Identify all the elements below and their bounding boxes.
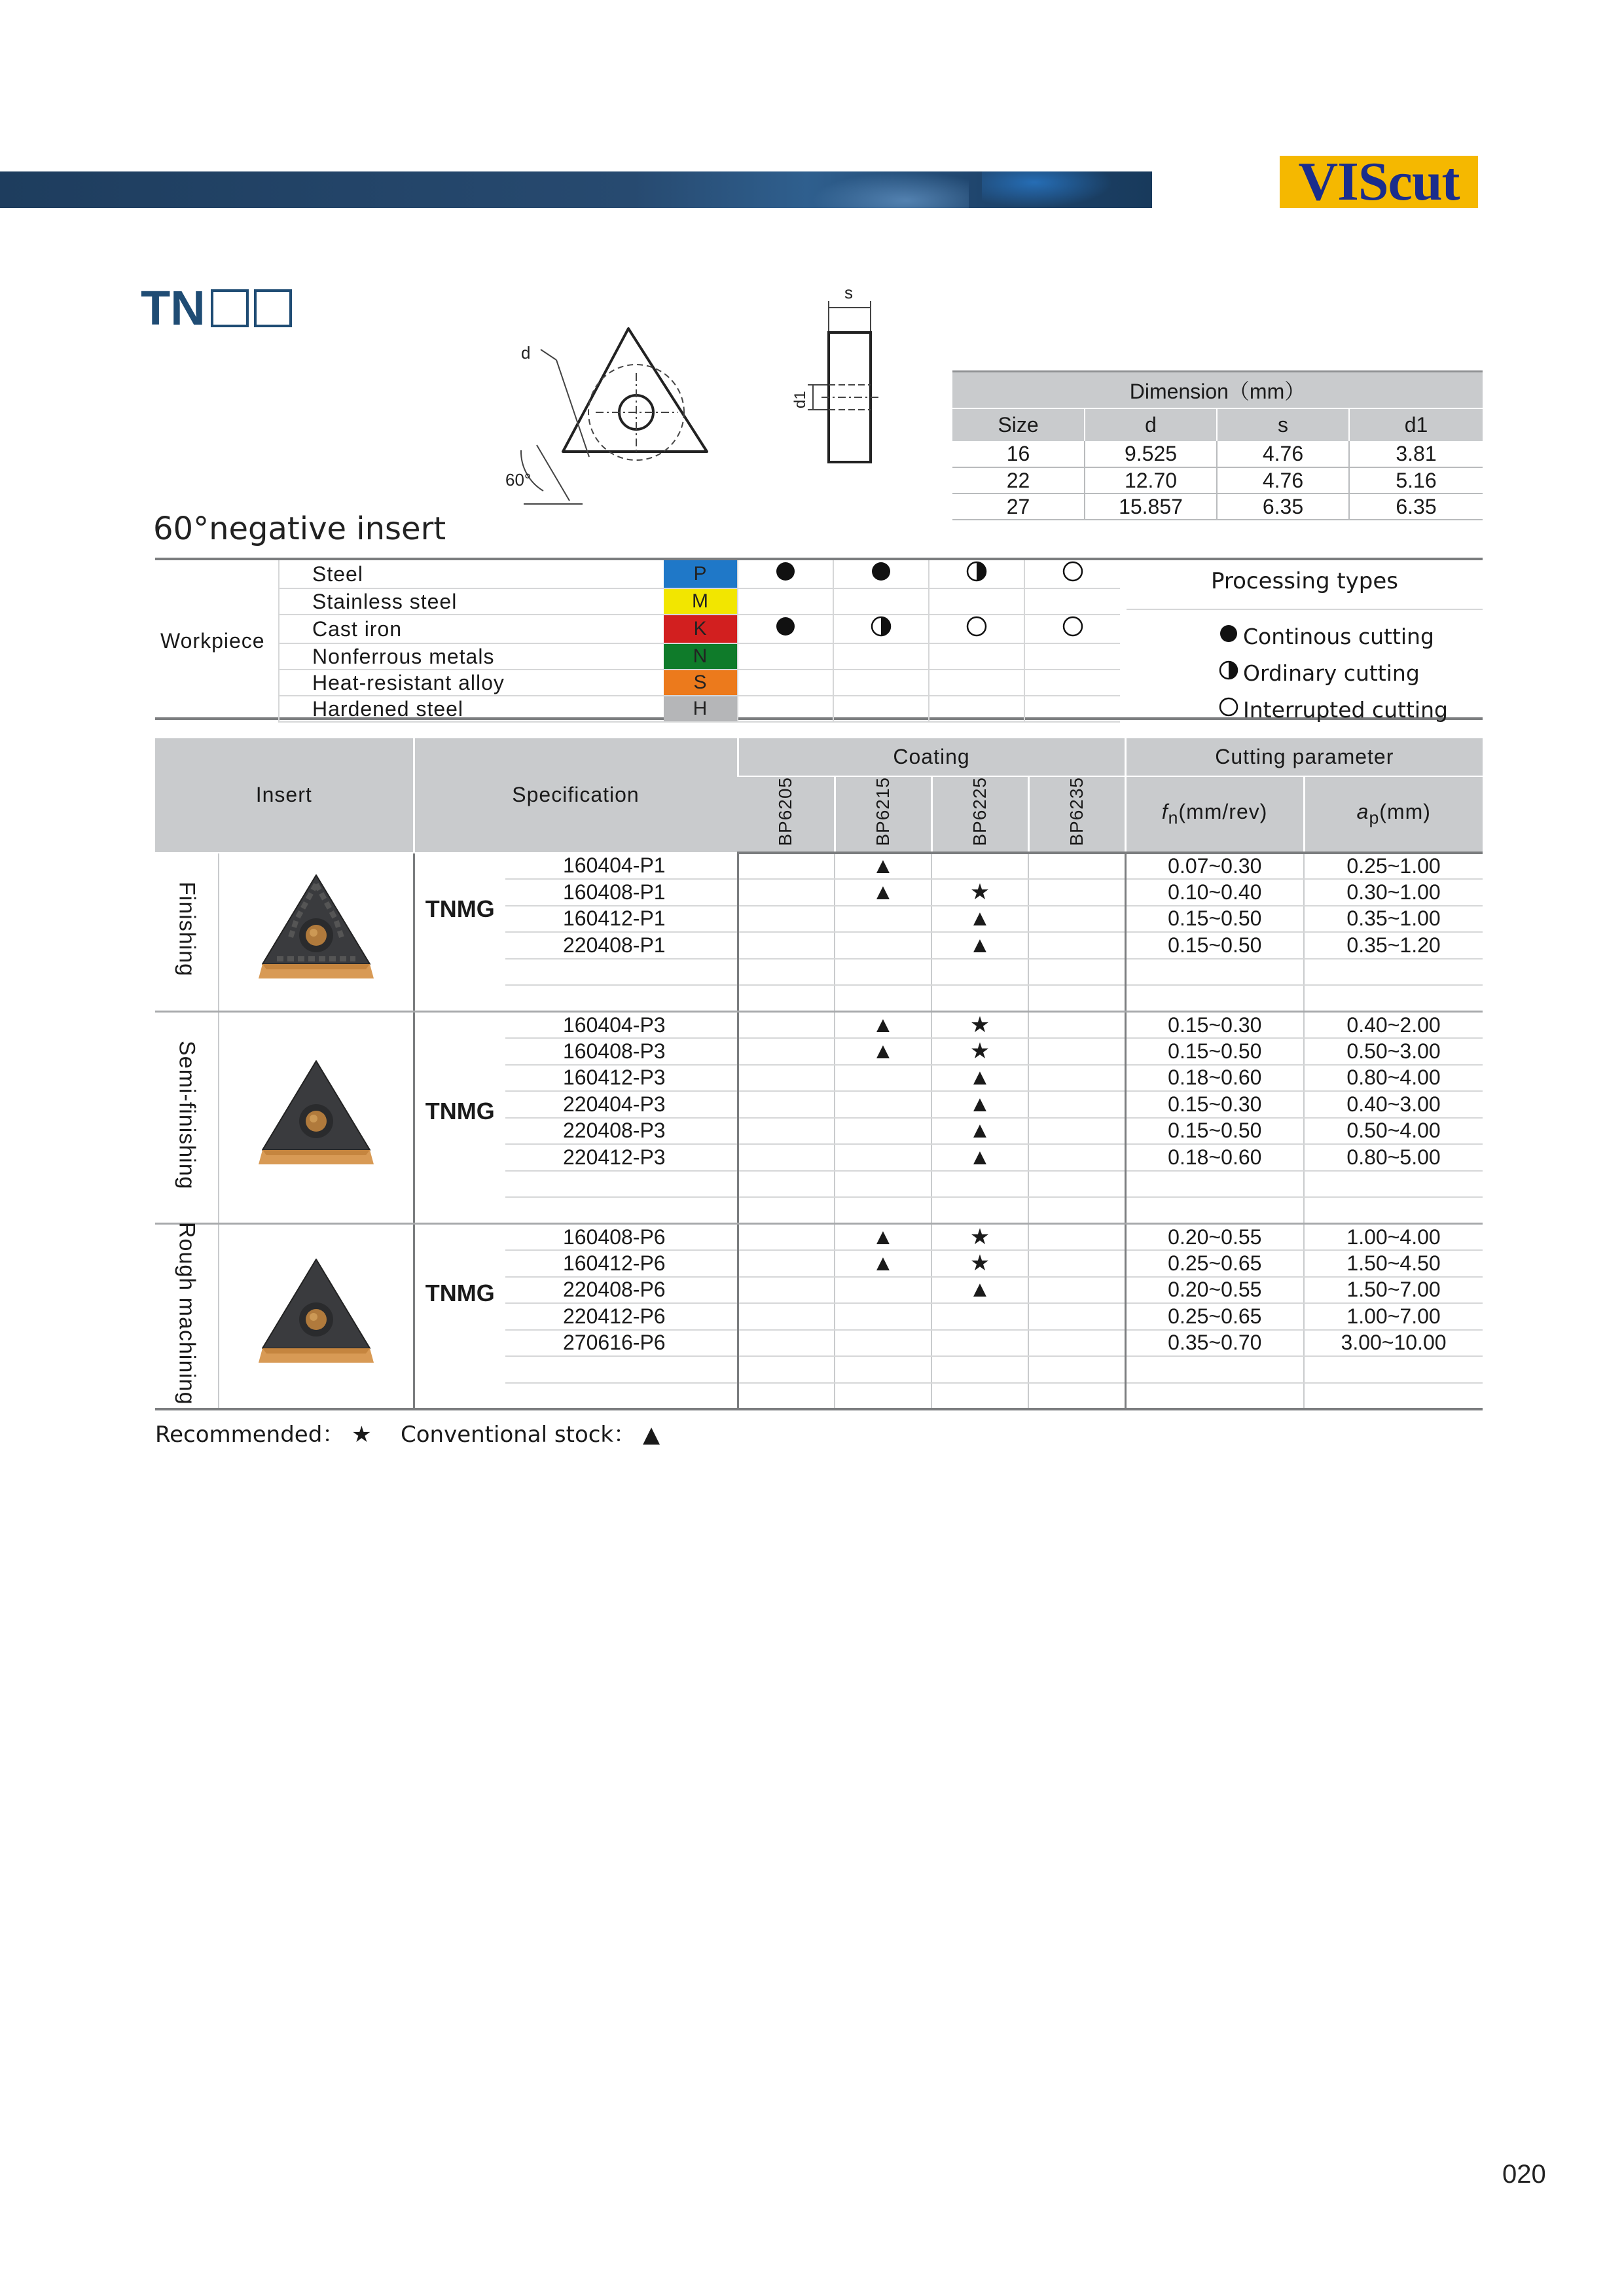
processing-type-label: Ordinary cutting (1243, 660, 1420, 686)
header-swoosh (812, 171, 969, 208)
empty-cell (738, 643, 833, 670)
empty-cell (835, 1383, 931, 1410)
depth-range (1304, 985, 1483, 1012)
processing-type-item (1218, 623, 1434, 649)
empty-cell (738, 853, 835, 880)
header-specification: Specification (414, 738, 738, 853)
empty-cell (833, 670, 929, 696)
empty-cell (835, 1356, 931, 1383)
header-swoosh (982, 171, 1113, 208)
empty-cell (738, 1383, 835, 1410)
depth-range: 0.25~1.00 (1304, 853, 1483, 880)
empty-cell (835, 1091, 931, 1118)
iso-code-badge: M (664, 588, 738, 615)
empty-cell (835, 1197, 931, 1224)
empty-cell (1028, 1277, 1125, 1304)
feed-range (1125, 1356, 1304, 1383)
empty-cell (835, 1330, 931, 1357)
depth-range: 1.00~7.00 (1304, 1303, 1483, 1330)
workpiece-row (155, 696, 1120, 722)
triangle-icon: ▲ (931, 1118, 1028, 1145)
triangle-icon: ▲ (931, 1091, 1028, 1118)
depth-range: 0.40~3.00 (1304, 1091, 1483, 1118)
empty-cell (931, 1303, 1028, 1330)
section-label: Finishing (155, 853, 219, 1012)
iso-code-badge: K (664, 615, 738, 643)
feed-range: 0.25~0.65 (1125, 1250, 1304, 1277)
star-icon: ★ (931, 1012, 1028, 1039)
spec-code: 160412-P3 (505, 1065, 738, 1092)
empty-cell (1028, 1171, 1125, 1198)
spec-code: 160404-P1 (505, 853, 738, 880)
workpiece-row (155, 670, 1120, 696)
triangle-icon: ▲ (931, 932, 1028, 959)
empty-cell (1028, 1118, 1125, 1145)
header-insert: Insert (155, 738, 414, 853)
dim-cell: 4.76 (1217, 467, 1349, 493)
empty-cell (1028, 1038, 1125, 1065)
spec-code (505, 1356, 738, 1383)
empty-cell (1028, 1197, 1125, 1224)
section-label: Rough machining (155, 1224, 219, 1410)
triangle-outline (563, 329, 707, 452)
empty-cell (1028, 906, 1125, 933)
depth-range: 0.35~1.20 (1304, 932, 1483, 959)
empty-cell (738, 1144, 835, 1171)
spec-code (505, 985, 738, 1012)
brand-logo-text: VIScut (1298, 151, 1460, 212)
processing-types-box (1127, 560, 1483, 723)
empty-cell (931, 1197, 1028, 1224)
feed-range (1125, 985, 1304, 1012)
feed-range: 0.10~0.40 (1125, 879, 1304, 906)
model-code: TNMG (414, 1224, 505, 1410)
empty-cell (738, 906, 835, 933)
empty-cell (833, 588, 929, 615)
empty-cell (931, 1171, 1028, 1198)
empty-cell (929, 696, 1024, 722)
spec-code: 220412-P3 (505, 1144, 738, 1171)
dim-header-d1: d1 (1349, 408, 1483, 441)
dim-header-size: Size (952, 408, 1085, 441)
empty-cell (1024, 696, 1120, 722)
empty-cell (738, 1118, 835, 1145)
spec-code (505, 1197, 738, 1224)
feed-range (1125, 959, 1304, 986)
insert-spec-table (155, 738, 1483, 1410)
dim-cell: 5.16 (1349, 467, 1483, 493)
depth-range (1304, 1197, 1483, 1224)
header-coating: Coating (738, 738, 1125, 776)
empty-cell (738, 985, 835, 1012)
processing-type-label: Interrupted cutting (1243, 696, 1448, 723)
spec-code (505, 1383, 738, 1410)
empty-cell (1028, 1303, 1125, 1330)
iso-code-badge: P (664, 560, 738, 588)
label-d: d (521, 343, 531, 363)
triangle-icon: ▲ (931, 1144, 1028, 1171)
depth-range: 1.50~4.50 (1304, 1250, 1483, 1277)
depth-range: 0.50~4.00 (1304, 1118, 1483, 1145)
material-name: Stainless steel (279, 588, 664, 615)
dim-cell: 3.81 (1349, 441, 1483, 467)
header-grade: BP6235 (1028, 776, 1125, 853)
label-d1: d1 (791, 391, 809, 408)
feed-range: 0.15~0.50 (1125, 1038, 1304, 1065)
table-row (155, 1012, 1483, 1039)
spec-code (505, 959, 738, 986)
model-code: TNMG (414, 853, 505, 1012)
triangle-icon: ▲ (931, 1277, 1028, 1304)
header-cutting-parameter: Cutting parameter (1125, 738, 1483, 776)
feed-range: 0.07~0.30 (1125, 853, 1304, 880)
triangle-icon: ▲ (835, 853, 931, 880)
dim-cell: 22 (952, 467, 1085, 493)
empty-cell (835, 1065, 931, 1092)
header-bar (0, 171, 1152, 208)
empty-cell (738, 696, 833, 722)
empty-cell (738, 959, 835, 986)
full-circle-icon (738, 560, 833, 588)
empty-cell (931, 1330, 1028, 1357)
workpiece-table (155, 560, 1120, 723)
empty-cell (738, 1197, 835, 1224)
full-circle-icon (833, 560, 929, 588)
triangle-icon: ▲ (835, 1038, 931, 1065)
empty-cell (931, 1383, 1028, 1410)
empty-cell (835, 932, 931, 959)
empty-cell (738, 1171, 835, 1198)
section-label: Semi-finishing (155, 1012, 219, 1224)
table-row (155, 853, 1483, 880)
material-name: Cast iron (279, 615, 664, 643)
star-icon: ★ (931, 1250, 1028, 1277)
empty-cell (931, 1356, 1028, 1383)
depth-range (1304, 1171, 1483, 1198)
star-icon: ★ (931, 1224, 1028, 1251)
empty-cell (835, 1277, 931, 1304)
depth-range: 0.50~3.00 (1304, 1038, 1483, 1065)
half-circle-icon (929, 560, 1024, 588)
empty-cell (1028, 879, 1125, 906)
empty-cell (1028, 1012, 1125, 1039)
empty-cell (835, 985, 931, 1012)
full-circle-icon (738, 615, 833, 643)
workpiece-label: Workpiece (160, 629, 265, 653)
empty-cell (931, 985, 1028, 1012)
triangle-icon: ▲ (931, 1065, 1028, 1092)
feed-range: 0.15~0.50 (1125, 906, 1304, 933)
triangle-icon: ▲ (835, 879, 931, 906)
triangle-icon: ▲ (835, 1250, 931, 1277)
empty-circle-icon (929, 615, 1024, 643)
page-subtitle: 60°negative insert (153, 511, 446, 547)
empty-cell (1028, 1144, 1125, 1171)
empty-cell (929, 588, 1024, 615)
spec-code: 160412-P6 (505, 1250, 738, 1277)
star-icon: ★ (931, 879, 1028, 906)
empty-cell (738, 1303, 835, 1330)
empty-cell (1024, 670, 1120, 696)
material-name: Hardened steel (279, 696, 664, 722)
depth-range: 3.00~10.00 (1304, 1330, 1483, 1357)
dim-cell: 4.76 (1217, 441, 1349, 467)
legend-recommended (155, 1416, 372, 1448)
feed-range: 0.18~0.60 (1125, 1065, 1304, 1092)
product-title (141, 280, 292, 336)
dim-row (952, 493, 1483, 520)
star-icon: ★ (931, 1038, 1028, 1065)
empty-cell (738, 1356, 835, 1383)
header-grade: BP6225 (931, 776, 1028, 853)
label-s: s (844, 283, 853, 302)
triangle-icon: ▲ (931, 906, 1028, 933)
empty-circle-icon (1218, 696, 1243, 723)
dimension-table (952, 370, 1483, 520)
depth-range (1304, 1356, 1483, 1383)
empty-cell (931, 959, 1028, 986)
workpiece-row (155, 588, 1120, 615)
depth-range: 1.50~7.00 (1304, 1277, 1483, 1304)
spec-code: 160408-P6 (505, 1224, 738, 1251)
empty-cell (833, 643, 929, 670)
empty-cell (1028, 1250, 1125, 1277)
iso-code-badge: H (664, 696, 738, 722)
spec-code: 270616-P6 (505, 1330, 738, 1357)
empty-cell (1028, 1224, 1125, 1251)
placeholder-box (211, 289, 249, 327)
feed-range: 0.18~0.60 (1125, 1144, 1304, 1171)
spec-code: 220408-P3 (505, 1118, 738, 1145)
feed-range: 0.15~0.30 (1125, 1012, 1304, 1039)
empty-cell (929, 643, 1024, 670)
spec-code: 220408-P6 (505, 1277, 738, 1304)
dim-header-s: s (1217, 408, 1349, 441)
feed-range: 0.15~0.50 (1125, 1118, 1304, 1145)
spec-code: 220408-P1 (505, 932, 738, 959)
depth-range: 1.00~4.00 (1304, 1224, 1483, 1251)
spec-code: 220412-P6 (505, 1303, 738, 1330)
workpiece-row (155, 560, 1120, 588)
spec-code: 160408-P1 (505, 879, 738, 906)
brand-logo (1280, 151, 1478, 212)
legend-recommended-label: Recommended： (155, 1422, 345, 1448)
placeholder-box (254, 289, 292, 327)
product-title-prefix: TN (141, 281, 206, 335)
empty-cell (1024, 588, 1120, 615)
empty-cell (738, 1277, 835, 1304)
header-depth: $a_p(mm)$ (1304, 776, 1483, 853)
half-circle-icon (833, 615, 929, 643)
workpiece-section (155, 558, 1483, 723)
empty-cell (931, 853, 1028, 880)
legend-stock-label: Conventional stock： (401, 1422, 636, 1448)
feed-range (1125, 1171, 1304, 1198)
empty-circle-icon (1024, 560, 1120, 588)
material-name: Nonferrous metals (279, 643, 664, 670)
empty-cell (738, 1330, 835, 1357)
header-grade: BP6215 (835, 776, 931, 853)
workpiece-row (155, 615, 1120, 643)
insert-image (219, 1224, 414, 1410)
empty-cell (1024, 643, 1120, 670)
material-name: Steel (279, 560, 664, 588)
empty-cell (835, 1118, 931, 1145)
empty-cell (1028, 932, 1125, 959)
depth-range: 0.80~5.00 (1304, 1144, 1483, 1171)
empty-cell (738, 1224, 835, 1251)
iso-code-badge: S (664, 670, 738, 696)
dim-cell: 16 (952, 441, 1085, 467)
depth-range: 0.30~1.00 (1304, 879, 1483, 906)
label-angle: 60° (505, 470, 532, 490)
triangle-icon: ▲ (835, 1224, 931, 1251)
spec-code: 220404-P3 (505, 1091, 738, 1118)
feed-range: 0.20~0.55 (1125, 1224, 1304, 1251)
empty-cell (1028, 1356, 1125, 1383)
processing-type-item (1218, 660, 1420, 686)
empty-circle-icon (1024, 615, 1120, 643)
spec-code: 160412-P1 (505, 906, 738, 933)
feed-range: 0.35~0.70 (1125, 1330, 1304, 1357)
empty-cell (929, 670, 1024, 696)
star-icon: ★ (352, 1422, 372, 1448)
dim-cell: 6.35 (1217, 493, 1349, 520)
depth-range: 0.40~2.00 (1304, 1012, 1483, 1039)
depth-range (1304, 1383, 1483, 1410)
empty-cell (1028, 853, 1125, 880)
empty-cell (1028, 985, 1125, 1012)
feed-range: 0.20~0.55 (1125, 1277, 1304, 1304)
processing-types-title: Processing types (1210, 568, 1399, 594)
empty-cell (835, 959, 931, 986)
dim-row (952, 441, 1483, 467)
feed-range: 0.15~0.30 (1125, 1091, 1304, 1118)
processing-type-label: Continous cutting (1243, 623, 1434, 649)
empty-cell (738, 1012, 835, 1039)
empty-cell (738, 932, 835, 959)
material-name: Heat-resistant alloy (279, 670, 664, 696)
spec-code: 160408-P3 (505, 1038, 738, 1065)
empty-cell (738, 1038, 835, 1065)
full-circle-icon (1218, 623, 1243, 649)
empty-cell (738, 879, 835, 906)
empty-cell (1028, 1091, 1125, 1118)
header-feed: $f_n(mm/rev)$ (1125, 776, 1304, 853)
workpiece-row (155, 643, 1120, 670)
half-circle-icon (1218, 660, 1243, 686)
empty-cell (835, 1171, 931, 1198)
legend-stock (401, 1416, 660, 1448)
empty-cell (1028, 1330, 1125, 1357)
empty-cell (835, 1303, 931, 1330)
dim-cell: 12.70 (1085, 467, 1217, 493)
processing-type-item (1218, 696, 1448, 723)
insert-geometry-diagram (497, 281, 903, 517)
depth-range: 0.80~4.00 (1304, 1065, 1483, 1092)
empty-cell (1028, 1383, 1125, 1410)
triangle-icon: ▲ (835, 1012, 931, 1039)
depth-range: 0.35~1.00 (1304, 906, 1483, 933)
page-number: 020 (1502, 2160, 1546, 2189)
depth-range (1304, 959, 1483, 986)
iso-code-badge: N (664, 643, 738, 670)
insert-image (219, 853, 414, 1012)
empty-cell (833, 696, 929, 722)
insert-image (219, 1012, 414, 1224)
feed-range (1125, 1197, 1304, 1224)
empty-cell (738, 588, 833, 615)
spec-code (505, 1171, 738, 1198)
triangle-icon: ▲ (642, 1422, 660, 1448)
empty-cell (738, 1065, 835, 1092)
empty-cell (738, 1250, 835, 1277)
empty-cell (1028, 1065, 1125, 1092)
dim-row (952, 467, 1483, 493)
table-row (155, 1224, 1483, 1251)
dim-cell: 9.525 (1085, 441, 1217, 467)
empty-cell (835, 906, 931, 933)
empty-cell (835, 1144, 931, 1171)
empty-cell (1028, 959, 1125, 986)
dim-cell: 15.857 (1085, 493, 1217, 520)
feed-range: 0.15~0.50 (1125, 932, 1304, 959)
spec-code: 160404-P3 (505, 1012, 738, 1039)
feed-range (1125, 1383, 1304, 1410)
dimension-table-title: Dimension（mm） (952, 372, 1483, 408)
dim-cell: 27 (952, 493, 1085, 520)
empty-cell (738, 1091, 835, 1118)
dim-header-d: d (1085, 408, 1217, 441)
divider (1127, 609, 1483, 610)
header-grade: BP6205 (738, 776, 835, 853)
empty-cell (738, 670, 833, 696)
feed-range: 0.25~0.65 (1125, 1303, 1304, 1330)
dim-cell: 6.35 (1349, 493, 1483, 520)
model-code: TNMG (414, 1012, 505, 1224)
